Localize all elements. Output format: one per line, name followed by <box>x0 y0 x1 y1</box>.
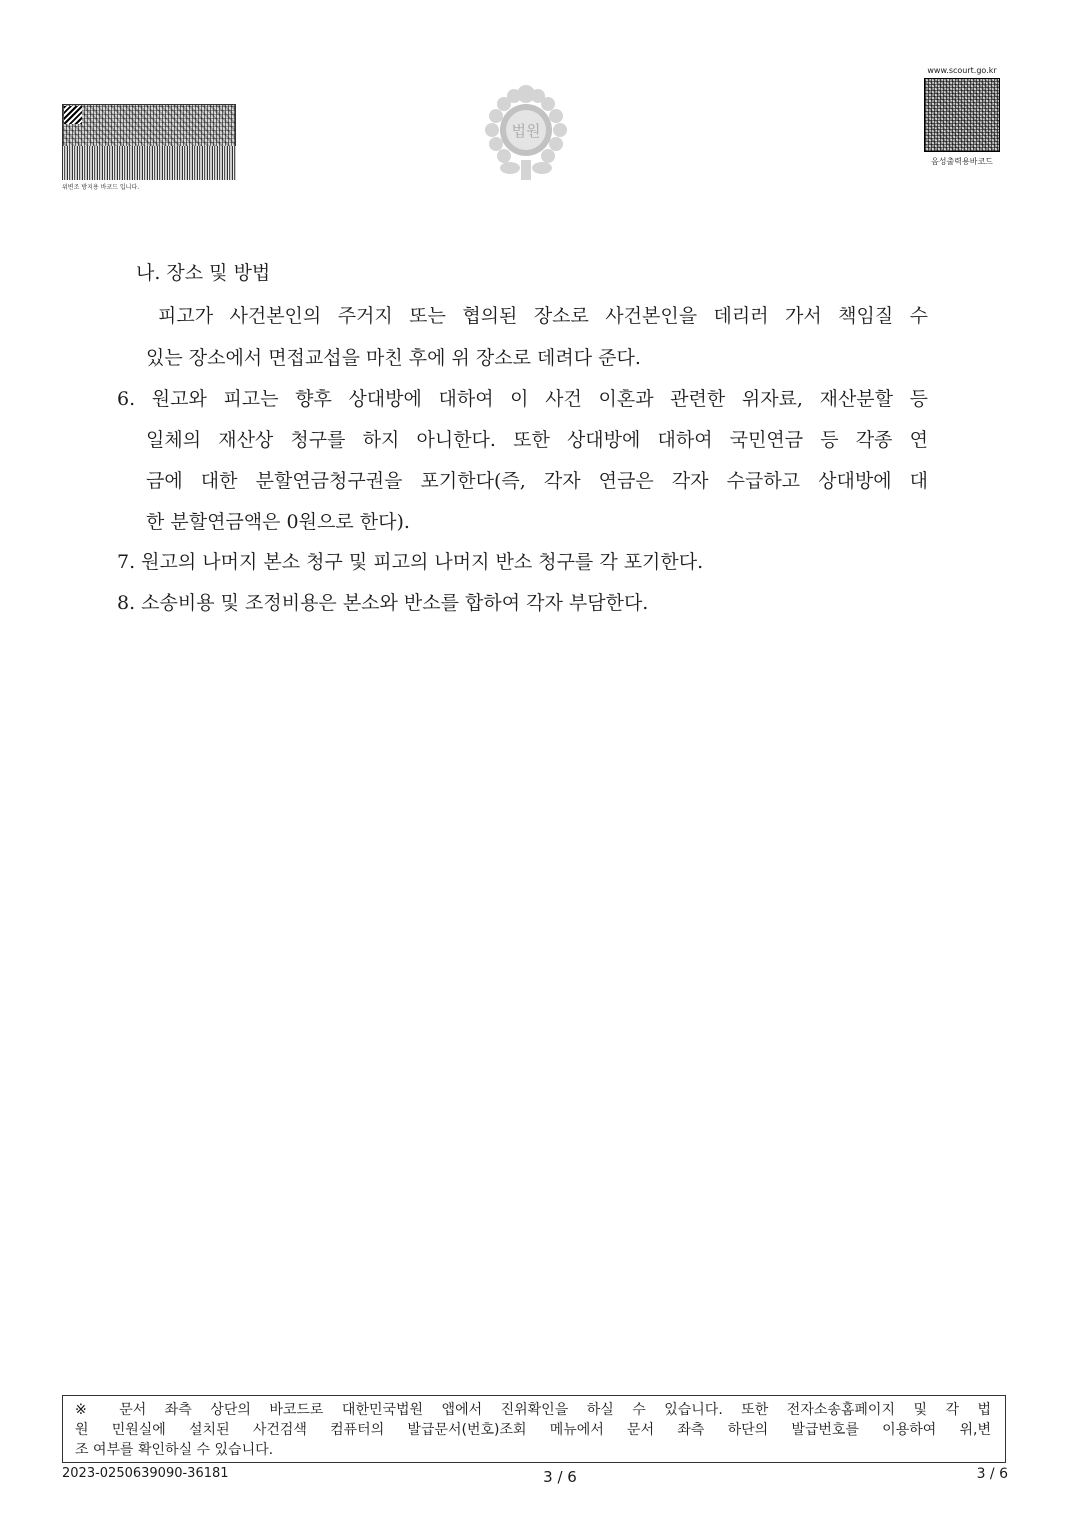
anti-forgery-barcode <box>62 104 236 180</box>
clause-6: 6. 원고와 피고는 향후 상대방에 대하여 이 사건 이혼과 관련한 위자료, 재산분할 등 <box>117 388 928 410</box>
qr-code <box>924 78 1000 152</box>
body-line: 피고가 사건본인의 주거지 또는 협의된 장소로 사건본인을 데리러 가서 책임질 수 <box>158 305 928 327</box>
issue-number: 2023-0250639090-36181 <box>62 1466 229 1481</box>
clause-8: 8. 소송비용 및 조정비용은 본소와 반소를 합하여 각자 부담한다. <box>117 592 649 614</box>
body-line: 금에 대한 분할연금청구권을 포기한다(즉, 각자 연금은 각자 수급하고 상대방에 대 <box>146 470 928 492</box>
clause-7: 7. 원고의 나머지 본소 청구 및 피고의 나머지 반소 청구를 각 포기한다. <box>117 551 704 573</box>
notice-line: 조 여부를 확인하실 수 있습니다. <box>75 1442 274 1458</box>
notice-line: ※ 문서 좌측 상단의 바코드로 대한민국법원 앱에서 진위확인을 하실 수 있습니다. 또한 전자소송홈페이지 및 각 법 <box>75 1402 991 1418</box>
verification-notice <box>62 1395 1006 1463</box>
seal-label: 법원 <box>511 122 541 140</box>
notice-line: 원 민원실에 설치된 사건검색 컴퓨터의 발급문서(번호)조회 메뉴에서 문서 좌측 하단의 발급번호를 이용하여 위,변 <box>75 1422 991 1438</box>
page-number-center: 3 / 6 <box>543 1468 577 1486</box>
body-line: 한 분할연금액은 0원으로 한다). <box>146 511 410 533</box>
body-line: 있는 장소에서 면접교섭을 마친 후에 위 장소로 데려다 준다. <box>146 347 641 369</box>
qr-label: 음성출력용바코드 <box>931 157 993 166</box>
barcode-caption: 위변조 방지용 바코드 입니다. <box>62 184 140 191</box>
page-number-right: 3 / 6 <box>976 1466 1008 1482</box>
voice-output-barcode <box>922 66 1002 168</box>
body-line: 일체의 재산상 청구를 하지 아니한다. 또한 상대방에 대하여 국민연금 등 각종 연 <box>146 429 928 451</box>
section-heading: 나. 장소 및 방법 <box>136 262 271 284</box>
site-url: www.scourt.go.kr <box>927 66 997 75</box>
court-seal-emblem <box>470 74 582 186</box>
